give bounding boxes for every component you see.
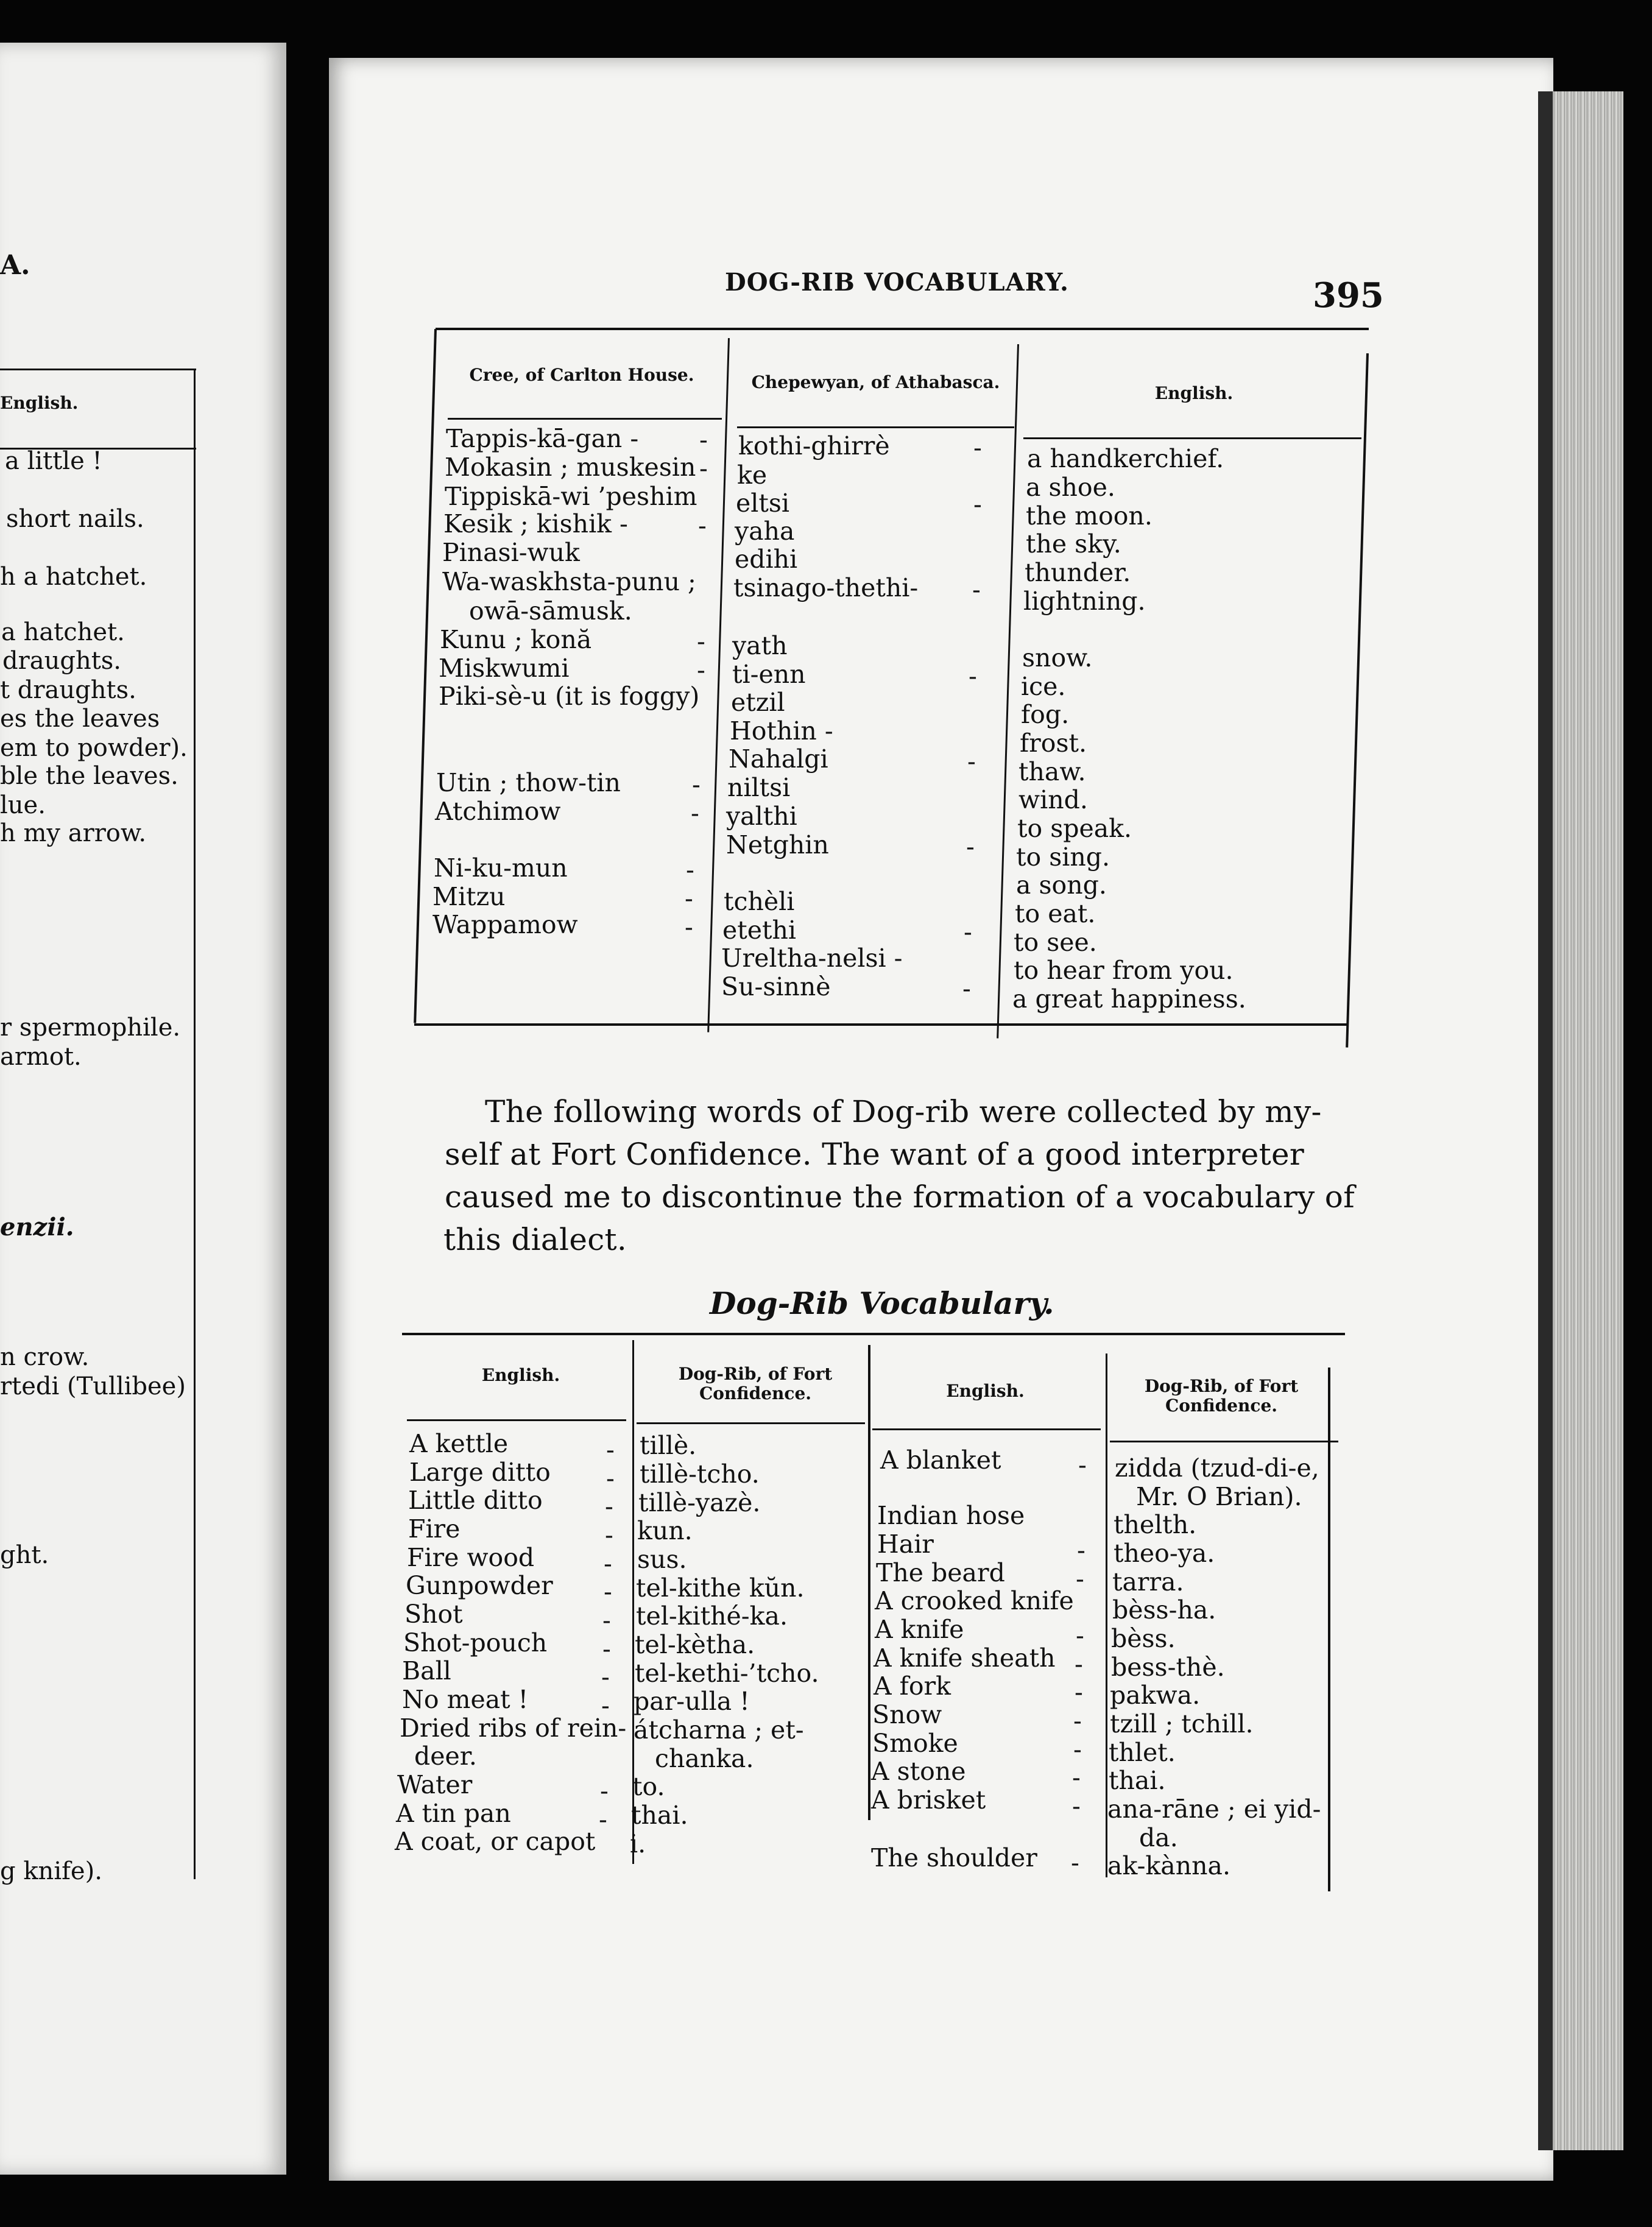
table1-cree-cell: Tappis-kā-gan - (446, 424, 639, 453)
table2-english-cell: Hair (877, 1530, 934, 1559)
left-page-line: em to powder). (0, 734, 188, 762)
table1-cree-cell: Mokasin ; muskesin (445, 453, 696, 482)
table2-english-cell: Ball (402, 1656, 451, 1685)
table1-cree-cell: Ni-ku-mun (434, 853, 568, 883)
table1-cree-cell: Kunu ; konă (440, 625, 592, 654)
leader-dash: - (699, 454, 708, 483)
leader-dash: - (1071, 1848, 1079, 1877)
table2-header-english-left: English. (481, 1365, 560, 1385)
table1-cree-cell: Piki-sè-u (it is foggy) (439, 682, 700, 711)
left-page-line: a hatchet. (1, 618, 125, 646)
table1-top-rule (436, 328, 1369, 330)
table1-chepewyan-cell: tchèli (724, 887, 795, 916)
left-page-heading-fragment: A. (0, 250, 30, 281)
table1-chepewyan-cell: eltsi (736, 489, 790, 518)
leader-dash: - (604, 1577, 612, 1606)
leader-dash: - (1072, 1791, 1081, 1821)
table1-english-cell: to hear from you. (1014, 956, 1234, 985)
table2-english-cell: A knife sheath (874, 1643, 1056, 1673)
table1-english-cell: wind. (1018, 785, 1088, 814)
table2-english-cell: Indian hose (877, 1501, 1025, 1530)
table1-cree-cell: Wappamow (432, 910, 578, 939)
leader-dash: - (602, 1634, 611, 1664)
page-gutter-shadow (1538, 91, 1553, 2150)
table2-dogrib-cell: tarra. (1112, 1567, 1184, 1597)
table1-bottom-rule (414, 1023, 1347, 1026)
table1-english-cell: frost. (1020, 729, 1087, 758)
table2-top-rule (402, 1333, 1345, 1335)
table2-english-cell: Dried ribs of rein- (400, 1713, 627, 1743)
table2-dogrib-cell: tel-kethi-’tcho. (635, 1659, 819, 1688)
table1-english-cell: a shoe. (1026, 473, 1115, 502)
table1-chepewyan-cell: Netghin (726, 830, 829, 859)
leader-dash: - (1076, 1621, 1084, 1650)
table1-cree-cell: Tippiskā-wi ’peshim (445, 482, 697, 511)
leader-dash: - (1072, 1763, 1081, 1792)
table1-chepewyan-cell: kothi-ghirrè (738, 431, 890, 461)
table2-english-cell: A knife (875, 1615, 964, 1644)
left-page-line: h my arrow. (0, 819, 147, 847)
table2-english-cell: A brisket (871, 1785, 986, 1815)
leader-dash: - (697, 627, 705, 656)
table2-english-cell: deer. (414, 1742, 477, 1771)
leader-dash: - (972, 575, 981, 604)
table2-dogrib-cell: ana-rāne ; ei yid- (1107, 1795, 1321, 1824)
section-subtitle: Dog-Rib Vocabulary. (710, 1285, 1054, 1321)
table2-dogrib-cell: kun. (637, 1516, 693, 1545)
left-table-top-rule (0, 369, 196, 370)
leader-dash: - (973, 433, 982, 462)
leader-dash: - (601, 1691, 610, 1720)
running-head: DOG-RIB VOCABULARY. (725, 268, 1069, 297)
table1-chepewyan-cell: yaha (735, 517, 795, 546)
table1-cree-cell: Miskwumi (439, 654, 570, 683)
leader-dash: - (606, 1435, 615, 1464)
table2-english-cell: Fire wood (407, 1543, 535, 1572)
table1-chepewyan-cell: tsinago-thethi- (733, 573, 919, 602)
leader-dash: - (686, 855, 694, 884)
table1-chepewyan-cell: yalthi (726, 802, 797, 831)
table2-dogrib-cell: átcharna ; et- (634, 1715, 804, 1745)
left-page-line: ght. (0, 1541, 49, 1569)
table1-english-cell: a great happiness. (1012, 984, 1246, 1014)
table1-chepewyan-cell: ti-enn (732, 660, 806, 689)
table1-english-cell: the moon. (1026, 501, 1153, 531)
page-number: 395 (1313, 275, 1384, 316)
table2-english-cell: Large ditto (409, 1458, 551, 1487)
table1-english-cell: a song. (1016, 870, 1107, 900)
table2-header-rule-4 (1110, 1441, 1338, 1442)
left-page-line: a little ! (5, 447, 102, 475)
leader-dash: - (699, 425, 708, 454)
table2-dogrib-cell: to. (632, 1772, 665, 1801)
table2-dogrib-cell: tzill ; tchill. (1110, 1709, 1254, 1738)
table2-english-cell: The beard (876, 1558, 1005, 1587)
table1-cree-cell: Atchimow (435, 797, 561, 826)
table2-english-cell: Shot-pouch (403, 1628, 548, 1657)
table1-english-cell: the sky. (1026, 529, 1121, 559)
table2-english-cell: Gunpowder (406, 1571, 553, 1600)
table2-dogrib-cell: thelth. (1114, 1510, 1197, 1539)
left-page-line: lue. (0, 791, 46, 819)
leader-dash: - (691, 799, 699, 828)
leader-dash: - (685, 884, 693, 913)
paragraph-line: this dialect. (443, 1222, 627, 1257)
paragraph-line: The following words of Dog-rib were collected by my- (485, 1094, 1322, 1129)
table2-dogrib-cell: tel-kètha. (635, 1630, 755, 1659)
table2-dogrib-cell: tel-kithé-ka. (636, 1601, 788, 1631)
left-page-line: n crow. (0, 1343, 90, 1371)
table2-english-cell: The shoulder (871, 1843, 1037, 1872)
leader-dash: - (1075, 1650, 1083, 1679)
leader-dash: - (1076, 1564, 1084, 1593)
leader-dash: - (969, 662, 977, 691)
left-page (0, 43, 286, 2175)
table2-dogrib-cell: bess-thè. (1111, 1653, 1225, 1682)
table2-english-cell: A stone (871, 1757, 966, 1786)
table2-english-cell: Fire (408, 1514, 461, 1544)
table1-english-cell: ice. (1021, 672, 1066, 701)
leader-dash: - (606, 1464, 615, 1493)
leader-dash: - (967, 747, 976, 776)
table2-dogrib-cell: sus. (637, 1545, 687, 1574)
left-table-column-rule (194, 369, 196, 1879)
table2-english-cell: A tin pan (396, 1799, 511, 1828)
table1-chepewyan-cell: yath (732, 631, 788, 660)
leader-dash: - (1078, 1450, 1087, 1480)
table1-cree-cell: owā-sāmusk. (469, 596, 632, 626)
leader-dash: - (973, 490, 982, 519)
table2-header-english-right: English. (946, 1381, 1025, 1401)
table1-header-chepewyan: Chepewyan, of Athabasca. (751, 372, 1000, 392)
table1-english-cell: thunder. (1025, 558, 1131, 587)
table1-english-cell: thaw. (1018, 757, 1086, 786)
table2-header-dogrib-left: Dog-Rib, of Fort Confidence. (678, 1364, 833, 1404)
leader-dash: - (601, 1662, 610, 1692)
left-page-line: t draughts. (0, 676, 136, 704)
table2-dogrib-cell: i. (630, 1829, 646, 1858)
left-page-line: enzii. (0, 1213, 74, 1241)
leader-dash: - (962, 974, 971, 1003)
table1-header-rule-2 (737, 426, 1014, 428)
table2-right-rule (1328, 1368, 1330, 1891)
table2-dogrib-cell: ak-kànna. (1107, 1851, 1230, 1880)
leader-dash: - (605, 1492, 613, 1521)
table1-english-cell: lightning. (1023, 587, 1146, 616)
paragraph-line: caused me to discontinue the formation of a vocabulary of (445, 1179, 1355, 1215)
table1-cree-cell: Pinasi-wuk (442, 538, 580, 567)
table2-dogrib-cell: tillè. (640, 1431, 697, 1460)
leader-dash: - (599, 1805, 607, 1834)
table2-center-rule (868, 1345, 870, 1820)
leader-dash: - (604, 1549, 612, 1578)
table1-header-cree: Cree, of Carlton House. (469, 365, 694, 385)
table2-dogrib-cell: thai. (631, 1801, 688, 1830)
table2-dogrib-cell: tel-kithe kŭn. (636, 1573, 805, 1603)
table2-dogrib-cell: pakwa. (1110, 1681, 1201, 1710)
table1-chepewyan-cell: etethi (722, 916, 796, 945)
left-page-line: rtedi (Tullibee) (0, 1372, 186, 1400)
table1-english-cell: to speak. (1017, 814, 1132, 843)
table2-dogrib-cell: thlet. (1109, 1738, 1176, 1767)
table1-chepewyan-cell: etzil (731, 688, 785, 717)
table2-dogrib-cell: da. (1139, 1823, 1178, 1852)
left-page-line: es the leaves (0, 705, 160, 733)
leader-dash: - (600, 1776, 609, 1805)
table2-dogrib-cell: tillè-tcho. (640, 1459, 760, 1489)
leader-dash: - (698, 511, 707, 540)
leader-dash: - (605, 1520, 613, 1550)
table1-header-english: English. (1154, 383, 1234, 403)
table1-english-cell: fog. (1021, 700, 1070, 729)
table1-chepewyan-cell: niltsi (727, 773, 791, 802)
table1-chepewyan-cell: ke (737, 461, 768, 490)
table1-chepewyan-cell: Hothin - (730, 716, 833, 746)
table2-english-cell: A crooked knife (875, 1586, 1074, 1615)
table1-english-cell: snow. (1022, 643, 1093, 672)
table1-header-rule-1 (448, 418, 722, 420)
leader-dash: - (1073, 1735, 1082, 1764)
table1-cree-cell: Mitzu (432, 882, 506, 911)
table2-english-cell: Water (397, 1770, 473, 1799)
table2-header-rule-2 (637, 1422, 865, 1424)
left-page-line: ble the leaves. (0, 762, 178, 790)
table2-english-cell: No meat ! (402, 1685, 529, 1714)
leader-dash: - (966, 832, 975, 861)
table2-english-cell: Shot (404, 1600, 463, 1629)
table2-header-rule-3 (872, 1428, 1101, 1430)
left-page-line: h a hatchet. (0, 563, 147, 591)
left-page-line: r spermophile. (0, 1014, 181, 1042)
leader-dash: - (697, 655, 705, 685)
table1-chepewyan-cell: Su-sinnè (721, 972, 831, 1001)
table2-header-dogrib-right: Dog-Rib, of Fort Confidence. (1144, 1376, 1299, 1416)
table1-cree-cell: Wa-waskhsta-punu ; (442, 567, 696, 596)
leader-dash: - (964, 917, 972, 947)
table2-english-cell: Smoke (872, 1729, 958, 1758)
leader-dash: - (1073, 1706, 1082, 1735)
table2-english-cell: A blanket (880, 1445, 1001, 1475)
leader-dash: - (685, 912, 693, 942)
table2-dogrib-cell: par-ulla ! (634, 1687, 750, 1716)
leader-dash: - (602, 1606, 611, 1635)
table1-chepewyan-cell: edihi (735, 545, 798, 574)
table2-english-cell: A coat, or capot (395, 1827, 596, 1856)
table2-header-rule-1 (407, 1419, 626, 1421)
leader-dash: - (692, 770, 701, 799)
table2-english-cell: Snow (872, 1700, 942, 1729)
left-table-english-header: English. (0, 393, 79, 413)
table2-dogrib-cell: bèss. (1111, 1624, 1176, 1653)
table2-dogrib-cell: thai. (1109, 1766, 1166, 1795)
table1-english-cell: to see. (1014, 928, 1097, 957)
table2-dogrib-cell: Mr. O Brian). (1136, 1482, 1302, 1511)
leader-dash: - (1075, 1678, 1083, 1707)
left-page-line: short nails. (6, 505, 144, 533)
table2-english-cell: A kettle (409, 1429, 509, 1458)
table2-dogrib-cell: zidda (tzud-di-e, (1115, 1453, 1319, 1483)
table2-english-cell: A fork (874, 1671, 951, 1701)
table1-english-cell: to sing. (1016, 842, 1110, 872)
left-page-line: draughts. (2, 647, 122, 675)
table2-dogrib-cell: bèss-ha. (1112, 1595, 1216, 1625)
table2-dogrib-cell: tillè-yazè. (638, 1488, 761, 1517)
paragraph-line: self at Fort Confidence. The want of a good interpreter (445, 1137, 1305, 1172)
table1-header-rule-3 (1023, 437, 1361, 439)
table2-dogrib-cell: chanka. (655, 1744, 754, 1773)
table2-english-cell: Little ditto (408, 1486, 543, 1515)
table1-chepewyan-cell: Nahalgi (729, 744, 828, 774)
left-page-line: armot. (0, 1043, 82, 1071)
table1-cree-cell: Utin ; thow-tin (436, 768, 621, 797)
table1-cree-cell: Kesik ; kishik - (443, 509, 628, 538)
table1-english-cell: to eat. (1015, 899, 1096, 928)
table1-chepewyan-cell: Ureltha-nelsi - (721, 944, 903, 973)
left-page-line: g knife). (0, 1857, 102, 1885)
table1-english-cell: a handkerchief. (1027, 444, 1224, 473)
table2-dogrib-cell: theo-ya. (1114, 1539, 1215, 1568)
leader-dash: - (1077, 1536, 1085, 1565)
